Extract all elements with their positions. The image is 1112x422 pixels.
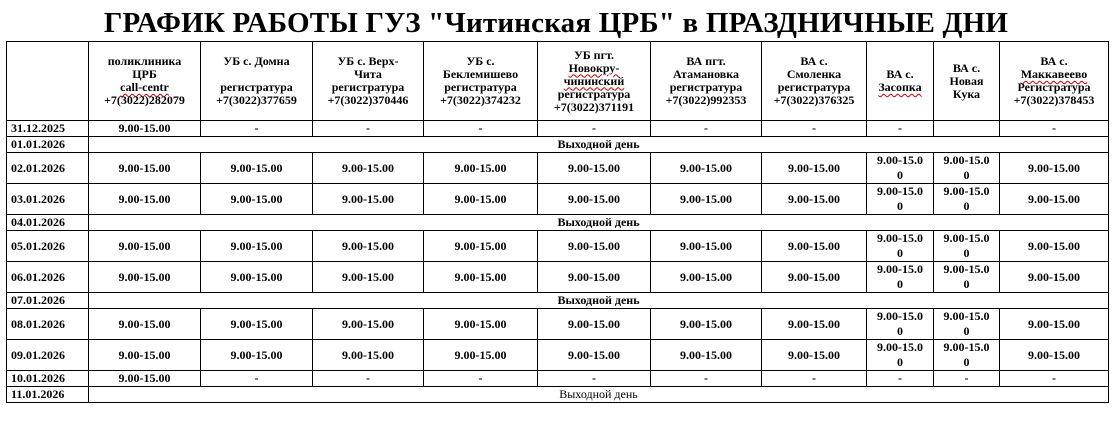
schedule-cell: 9.00-15.00 bbox=[651, 153, 762, 184]
column-header bbox=[867, 42, 934, 121]
schedule-cell: 9.00-15.00 bbox=[201, 262, 313, 293]
schedule-cell: 9.00-15.00 bbox=[934, 262, 1000, 293]
table-row bbox=[7, 184, 1109, 215]
column-header-line: регистратура bbox=[220, 80, 293, 94]
schedule-cell: 9.00-15.00 bbox=[867, 184, 934, 215]
schedule-cell: 9.00-15.00 bbox=[1000, 153, 1109, 184]
schedule-cell: 9.00-15.00 bbox=[934, 309, 1000, 340]
column-header-line: поликлиника bbox=[107, 54, 182, 68]
schedule-cell: - bbox=[1000, 371, 1109, 387]
column-header bbox=[538, 42, 651, 121]
schedule-cell: - bbox=[313, 371, 424, 387]
column-header-line: +7(3022)374232 bbox=[440, 93, 521, 107]
schedule-cell: 9.00-15.00 bbox=[313, 340, 424, 371]
column-header-line: Смоленка bbox=[786, 67, 842, 81]
table-row bbox=[7, 371, 1109, 387]
schedule-cell: 9.00-15.00 bbox=[89, 262, 201, 293]
schedule-cell: 9.00-15.00 bbox=[538, 309, 651, 340]
date-cell: 03.01.2026 bbox=[7, 184, 89, 215]
schedule-cell: - bbox=[538, 371, 651, 387]
schedule-cell: - bbox=[762, 121, 867, 137]
column-header-line: УБ пгт. bbox=[573, 47, 615, 62]
day-off-cell: Выходной день bbox=[89, 137, 1109, 153]
table-row bbox=[7, 340, 1109, 371]
table-row bbox=[7, 121, 1109, 137]
schedule-cell: 9.00-15.00 bbox=[651, 184, 762, 215]
column-header-line: ВА с. bbox=[886, 67, 914, 81]
day-off-cell: Выходной день bbox=[89, 293, 1109, 309]
schedule-cell: 9.00-15.00 bbox=[651, 262, 762, 293]
date-cell: 01.01.2026 bbox=[7, 137, 89, 153]
schedule-cell: 9.00-15.00 bbox=[1000, 340, 1109, 371]
schedule-cell: 9.00-15.00 bbox=[201, 231, 313, 262]
column-header bbox=[934, 42, 1000, 121]
schedule-cell: 9.00-15.00 bbox=[762, 153, 867, 184]
schedule-cell: 9.00-15.00 bbox=[934, 231, 1000, 262]
column-header-line: регистратура bbox=[557, 86, 631, 101]
column-header bbox=[201, 42, 313, 121]
column-header bbox=[313, 42, 424, 121]
date-cell: 08.01.2026 bbox=[7, 309, 89, 340]
column-header-line: ВА с. bbox=[952, 60, 981, 75]
table-row bbox=[7, 262, 1109, 293]
column-header-line: +7(3022)378453 bbox=[1013, 93, 1095, 107]
schedule-cell: - bbox=[651, 371, 762, 387]
column-header bbox=[424, 42, 538, 121]
column-header bbox=[762, 42, 867, 121]
schedule-body bbox=[7, 42, 1109, 403]
schedule-table bbox=[6, 41, 1109, 403]
column-header bbox=[1000, 42, 1109, 121]
schedule-cell: - bbox=[651, 121, 762, 137]
schedule-cell: 9.00-15.00 bbox=[762, 262, 867, 293]
schedule-cell: 9.00-15.00 bbox=[313, 184, 424, 215]
date-cell: 09.01.2026 bbox=[7, 340, 89, 371]
table-row bbox=[7, 153, 1109, 184]
schedule-cell: 9.00-15.00 bbox=[313, 153, 424, 184]
schedule-cell: 9.00-15.00 bbox=[762, 309, 867, 340]
day-off-cell: Выходной день bbox=[89, 215, 1109, 231]
column-header-line: +7(3022)282079 bbox=[104, 93, 185, 107]
schedule-cell: - bbox=[1000, 121, 1109, 137]
column-header-line: регистратура bbox=[331, 80, 405, 94]
table-row bbox=[7, 215, 1109, 231]
schedule-cell: 9.00-15.00 bbox=[313, 231, 424, 262]
date-cell: 05.01.2026 bbox=[7, 231, 89, 262]
schedule-cell: 9.00-15.00 bbox=[934, 184, 1000, 215]
date-cell: 11.01.2026 bbox=[7, 387, 89, 403]
schedule-cell: 9.00-15.00 bbox=[538, 153, 651, 184]
schedule-cell: 9.00-15.00 bbox=[538, 231, 651, 262]
day-off-cell: Выходной день bbox=[89, 387, 1109, 403]
column-header-line: Атамановка bbox=[672, 67, 740, 81]
date-cell: 31.12.2025 bbox=[7, 121, 89, 137]
header-corner-cell bbox=[7, 42, 89, 121]
schedule-cell: - bbox=[201, 371, 313, 387]
column-header-line: +7(3022)371191 bbox=[553, 99, 635, 114]
column-header-line: чининский bbox=[563, 73, 625, 88]
date-cell: 06.01.2026 bbox=[7, 262, 89, 293]
column-header-line: регистратура bbox=[669, 80, 743, 94]
schedule-cell: 9.00-15.00 bbox=[89, 340, 201, 371]
column-header-line: +7(3022)370446 bbox=[327, 93, 409, 107]
schedule-cell: 9.00-15.00 bbox=[867, 231, 934, 262]
schedule-cell: 9.00-15.00 bbox=[424, 309, 538, 340]
schedule-cell: - bbox=[762, 371, 867, 387]
column-header-line: УБ с. Домна bbox=[223, 54, 290, 68]
schedule-cell: 9.00-15.00 bbox=[867, 309, 934, 340]
schedule-cell: 9.00-15.00 bbox=[424, 153, 538, 184]
column-header-line: +7(3022)376325 bbox=[773, 93, 855, 107]
schedule-cell: 9.00-15.00 bbox=[89, 153, 201, 184]
schedule-cell: 9.00-15.00 bbox=[424, 340, 538, 371]
schedule-cell: 9.00-15.00 bbox=[538, 262, 651, 293]
schedule-cell: 9.00-15.00 bbox=[1000, 184, 1109, 215]
column-header-line: +7(3022)377659 bbox=[216, 93, 297, 107]
schedule-cell: 9.00-15.00 bbox=[651, 231, 762, 262]
schedule-cell: 9.00-15.00 bbox=[89, 309, 201, 340]
schedule-cell: 9.00-15.00 bbox=[424, 184, 538, 215]
schedule-cell: 9.00-15.00 bbox=[762, 184, 867, 215]
page-title: ГРАФИК РАБОТЫ ГУЗ "Читинская ЦРБ" в ПРАЗДНИЧНЫЕ ДНИ bbox=[103, 7, 1009, 39]
schedule-cell: 9.00-15.00 bbox=[651, 309, 762, 340]
schedule-cell: 9.00-15.00 bbox=[424, 262, 538, 293]
schedule-cell: 9.00-15.00 bbox=[1000, 309, 1109, 340]
column-header-line: Новокру- bbox=[568, 60, 620, 75]
column-header bbox=[89, 42, 201, 121]
schedule-cell: - bbox=[867, 371, 934, 387]
schedule-cell: 9.00-15.00 bbox=[934, 153, 1000, 184]
column-header-line: Маккавеево bbox=[1020, 67, 1088, 81]
column-header-line: Беклемишево bbox=[442, 67, 519, 81]
schedule-cell: 9.00-15.00 bbox=[867, 340, 934, 371]
header-row bbox=[7, 42, 1109, 121]
column-header-line: регистратура bbox=[777, 80, 851, 94]
table-row bbox=[7, 231, 1109, 262]
schedule-cell: - bbox=[313, 121, 424, 137]
date-cell: 02.01.2026 bbox=[7, 153, 89, 184]
schedule-cell: - bbox=[201, 121, 313, 137]
table-row bbox=[7, 293, 1109, 309]
table-row bbox=[7, 309, 1109, 340]
schedule-cell: 9.00-15.00 bbox=[762, 340, 867, 371]
schedule-cell: - bbox=[424, 121, 538, 137]
schedule-cell: 9.00-15.00 bbox=[538, 340, 651, 371]
column-header-line: Новая bbox=[949, 73, 984, 88]
schedule-cell: 9.00-15.00 bbox=[313, 262, 424, 293]
schedule-cell: 9.00-15.00 bbox=[867, 153, 934, 184]
schedule-cell: 9.00-15.00 bbox=[424, 231, 538, 262]
schedule-cell: 9.00-15.00 bbox=[762, 231, 867, 262]
schedule-cell: 9.00-15.00 bbox=[89, 184, 201, 215]
date-cell: 04.01.2026 bbox=[7, 215, 89, 231]
column-header-line: Регистратура bbox=[1017, 80, 1091, 94]
schedule-cell: 9.00-15.00 bbox=[201, 340, 313, 371]
table-row bbox=[7, 137, 1109, 153]
schedule-cell: 9.00-15.00 bbox=[1000, 262, 1109, 293]
schedule-cell: - bbox=[424, 371, 538, 387]
schedule-cell: - bbox=[538, 121, 651, 137]
schedule-cell: 9.00-15.00 bbox=[201, 184, 313, 215]
schedule-cell: 9.00-15.00 bbox=[201, 153, 313, 184]
schedule-cell: 9.00-15.00 bbox=[538, 184, 651, 215]
column-header-line: ВА с. bbox=[800, 54, 828, 68]
column-header-line: Чита bbox=[354, 67, 382, 81]
schedule-cell: 9.00-15.00 bbox=[201, 309, 313, 340]
column-header-line: УБ с. bbox=[466, 54, 495, 68]
date-cell: 10.01.2026 bbox=[7, 371, 89, 387]
column-header-line: ЦРБ bbox=[132, 67, 157, 81]
column-header bbox=[651, 42, 762, 121]
schedule-cell: 9.00-15.00 bbox=[89, 231, 201, 262]
schedule-cell: 9.00-15.00 bbox=[1000, 231, 1109, 262]
column-header-line: ВА пгт. bbox=[686, 54, 726, 68]
table-row bbox=[7, 387, 1109, 403]
column-header-line: регистратура bbox=[444, 80, 517, 94]
schedule-cell: 9.00-15.00 bbox=[89, 121, 201, 137]
column-header-line: ВА с. bbox=[1040, 54, 1068, 68]
schedule-cell: - bbox=[867, 121, 934, 137]
schedule-cell: 9.00-15.00 bbox=[934, 340, 1000, 371]
schedule-cell: 9.00-15.00 bbox=[867, 262, 934, 293]
column-header-line: УБ с. Верх- bbox=[337, 54, 399, 68]
schedule-cell: - bbox=[934, 371, 1000, 387]
column-header-line: call-centr bbox=[120, 80, 169, 94]
column-header-line: Кука bbox=[952, 86, 981, 101]
schedule-cell bbox=[934, 121, 1000, 137]
column-header-line: Засопка bbox=[878, 80, 922, 94]
schedule-cell: 9.00-15.00 bbox=[313, 309, 424, 340]
schedule-cell: 9.00-15.00 bbox=[651, 340, 762, 371]
column-header-line: +7(3022)992353 bbox=[665, 93, 747, 107]
schedule-cell: 9.00-15.00 bbox=[89, 371, 201, 387]
date-cell: 07.01.2026 bbox=[7, 293, 89, 309]
